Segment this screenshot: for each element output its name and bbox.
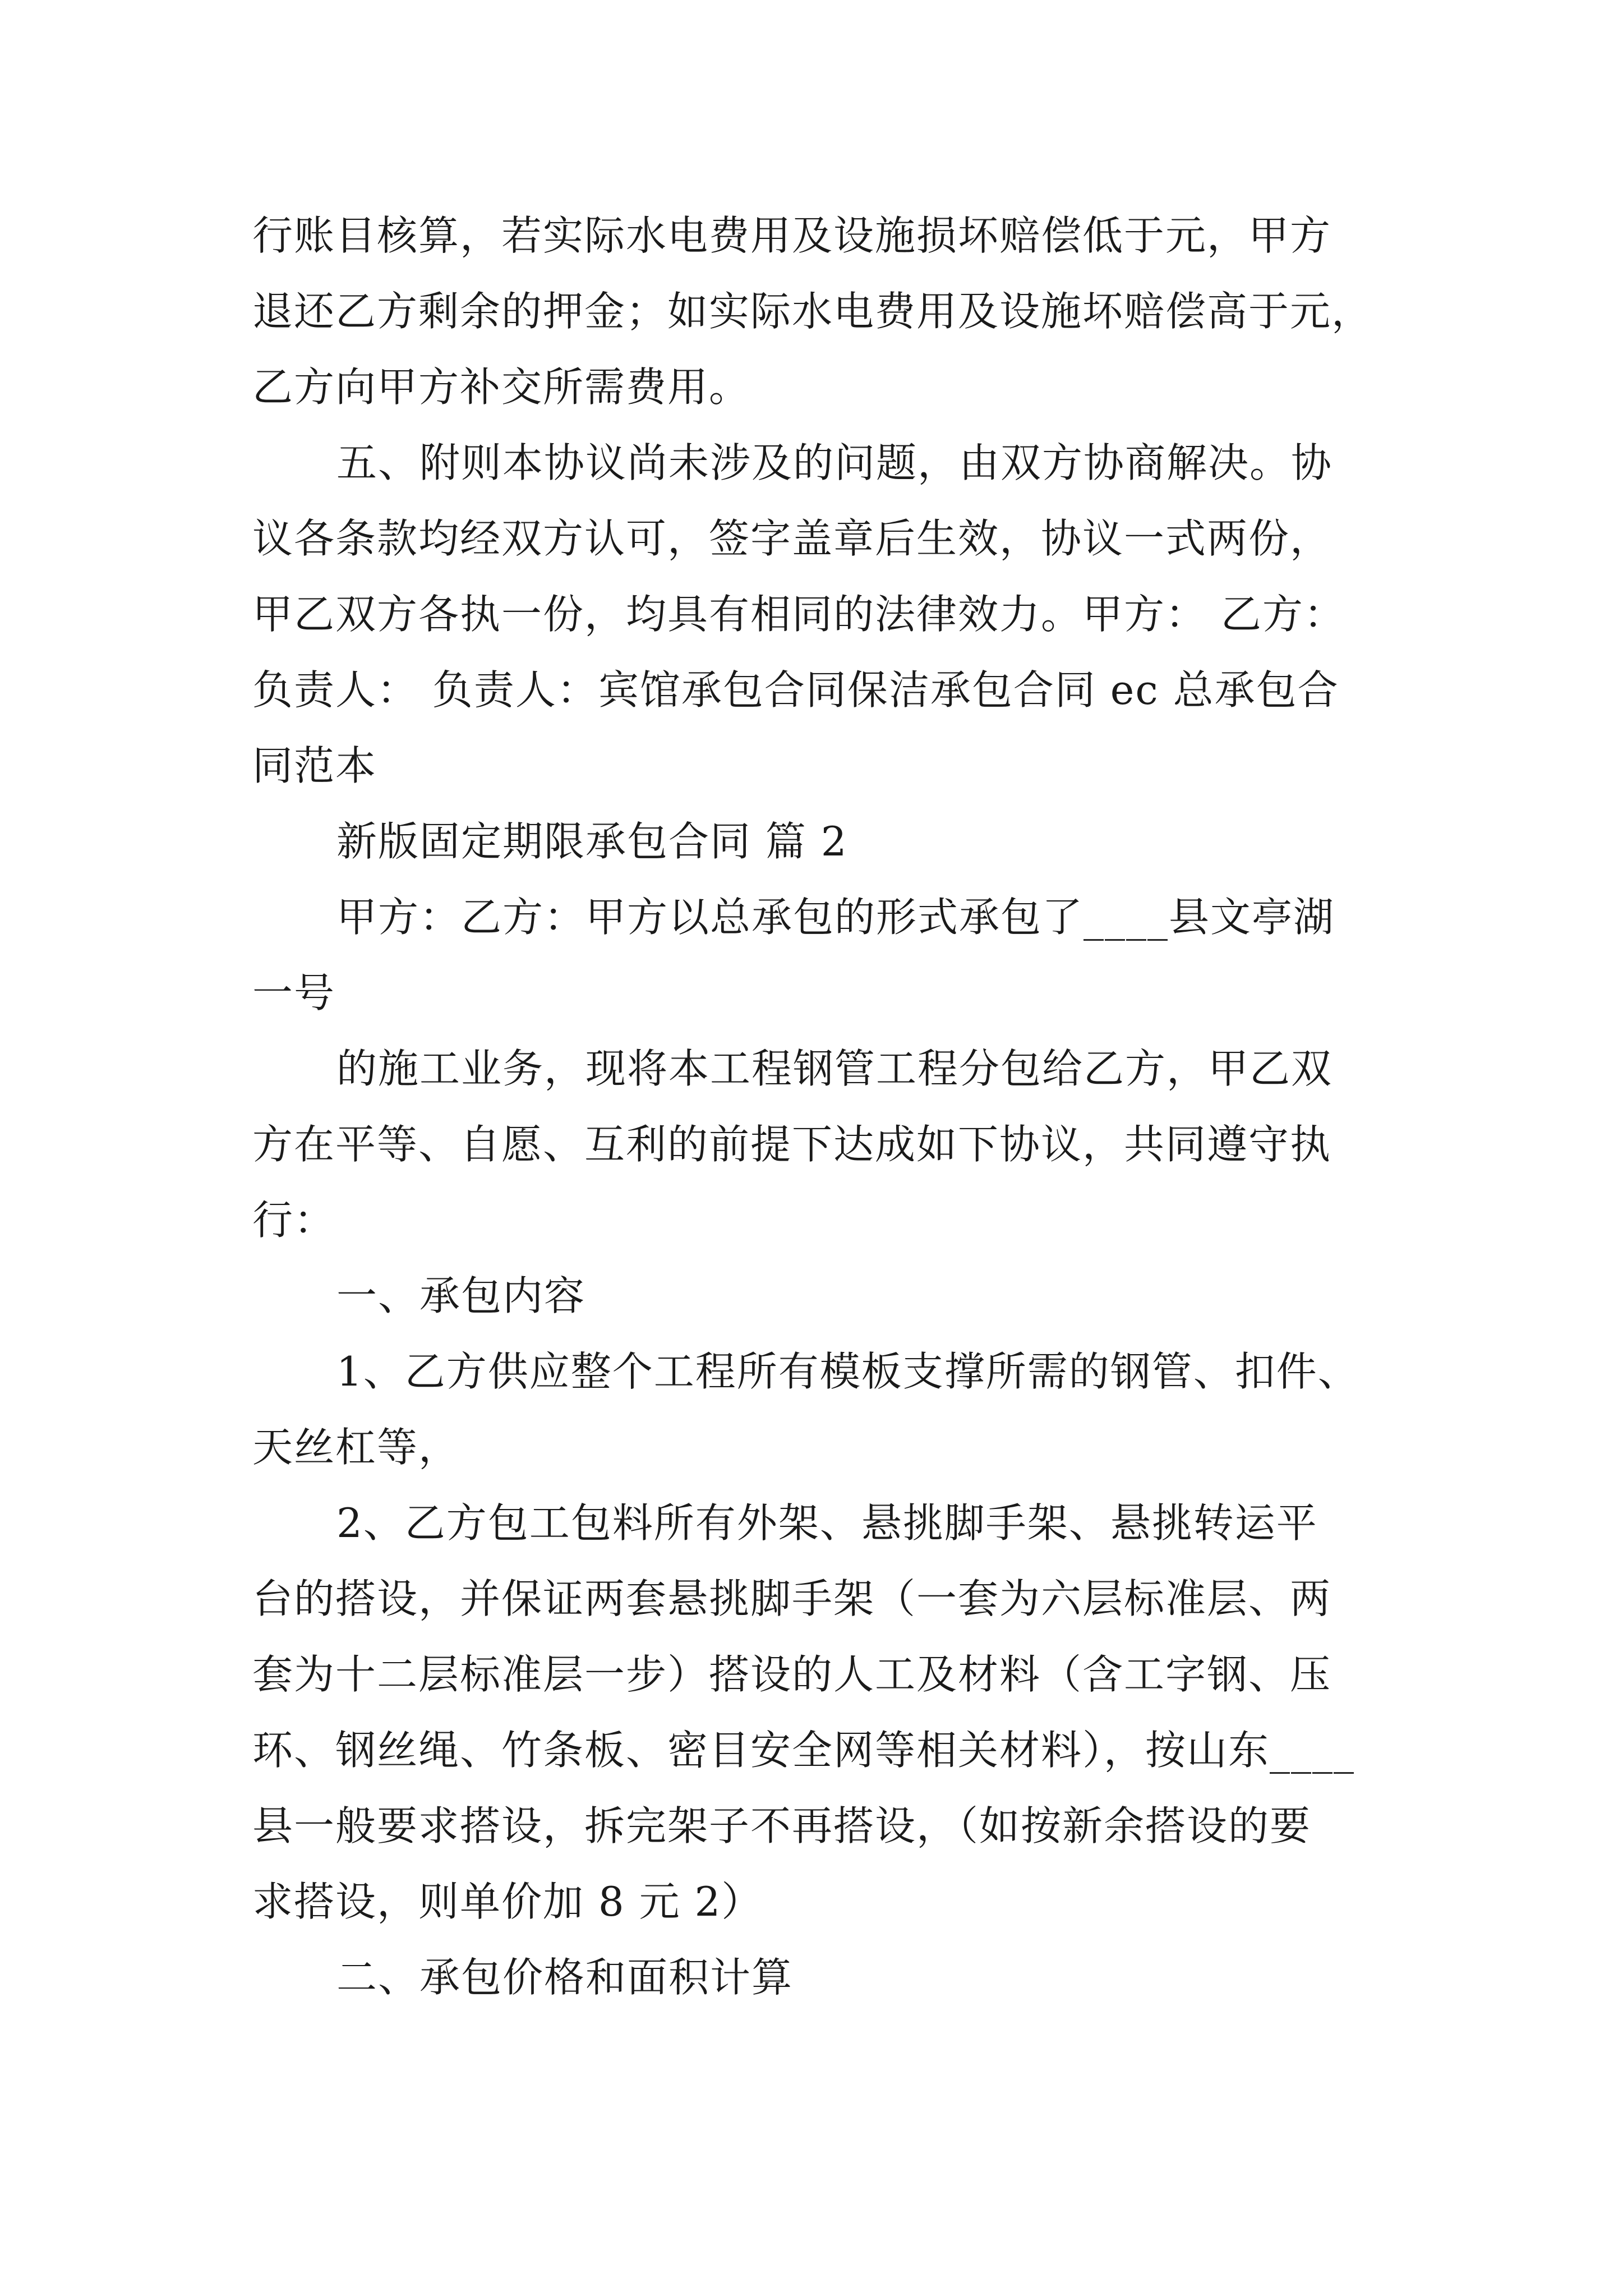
paragraph-start-line: 甲方：乙方：甲方以总承包的形式承包了____县文亭湖: [336, 894, 1335, 941]
section-title: 新版固定期限承包合同 篇 2: [336, 818, 848, 865]
text-line: 议各条款均经双方认可，签字盖章后生效，协议一式两份，: [252, 515, 1332, 562]
text-line: 县一般要求搭设，拆完架子不再搭设，（如按新余搭设的要: [252, 1802, 1312, 1849]
text-line: 套为十二层标准层一步）搭设的人工及材料（含工字钢、压: [252, 1651, 1332, 1698]
text-line: 乙方向甲方补交所需费用。: [252, 364, 751, 411]
text-line: 行账目核算，若实际水电费用及设施损坏赔偿低于元，甲方: [252, 212, 1332, 259]
section-heading: 一、承包内容: [336, 1272, 586, 1319]
paragraph-start-line: 1、乙方供应整个工程所有模板支撑所需的钢管、扣件、: [336, 1348, 1359, 1395]
text-line: 负责人： 负责人：宾馆承包合同保洁承包合同 ec 总承包合: [252, 666, 1339, 714]
section-heading: 二、承包价格和面积计算: [336, 1954, 794, 2001]
text-line: 求搭设，则单价加 8 元 2）: [252, 1878, 763, 1925]
text-line: 环、钢丝绳、竹条板、密目安全网等相关材料），按山东____: [252, 1727, 1355, 1774]
paragraph-start-line: 的施工业务，现将本工程钢管工程分包给乙方，甲乙双: [336, 1045, 1333, 1092]
paragraph-start-line: 五、附则本协议尚未涉及的问题，由双方协商解决。协: [336, 439, 1333, 486]
text-line: 退还乙方剩余的押金；如实际水电费用及设施坏赔偿高于元，: [252, 288, 1373, 335]
paragraph-start-line: 2、乙方包工包料所有外架、悬挑脚手架、悬挑转运平: [336, 1499, 1318, 1547]
text-line: 台的搭设，并保证两套悬挑脚手架（一套为六层标准层、两: [252, 1575, 1332, 1622]
text-line: 方在平等、自愿、互利的前提下达成如下协议，共同遵守执: [252, 1121, 1332, 1168]
text-line: 天丝杠等，: [252, 1424, 460, 1471]
text-line: 一号: [252, 969, 336, 1016]
text-line: 行：: [252, 1197, 336, 1244]
text-line: 甲乙双方各执一份，均具有相同的法律效力。甲方： 乙方：: [252, 591, 1345, 638]
text-line: 同范本: [252, 742, 377, 789]
